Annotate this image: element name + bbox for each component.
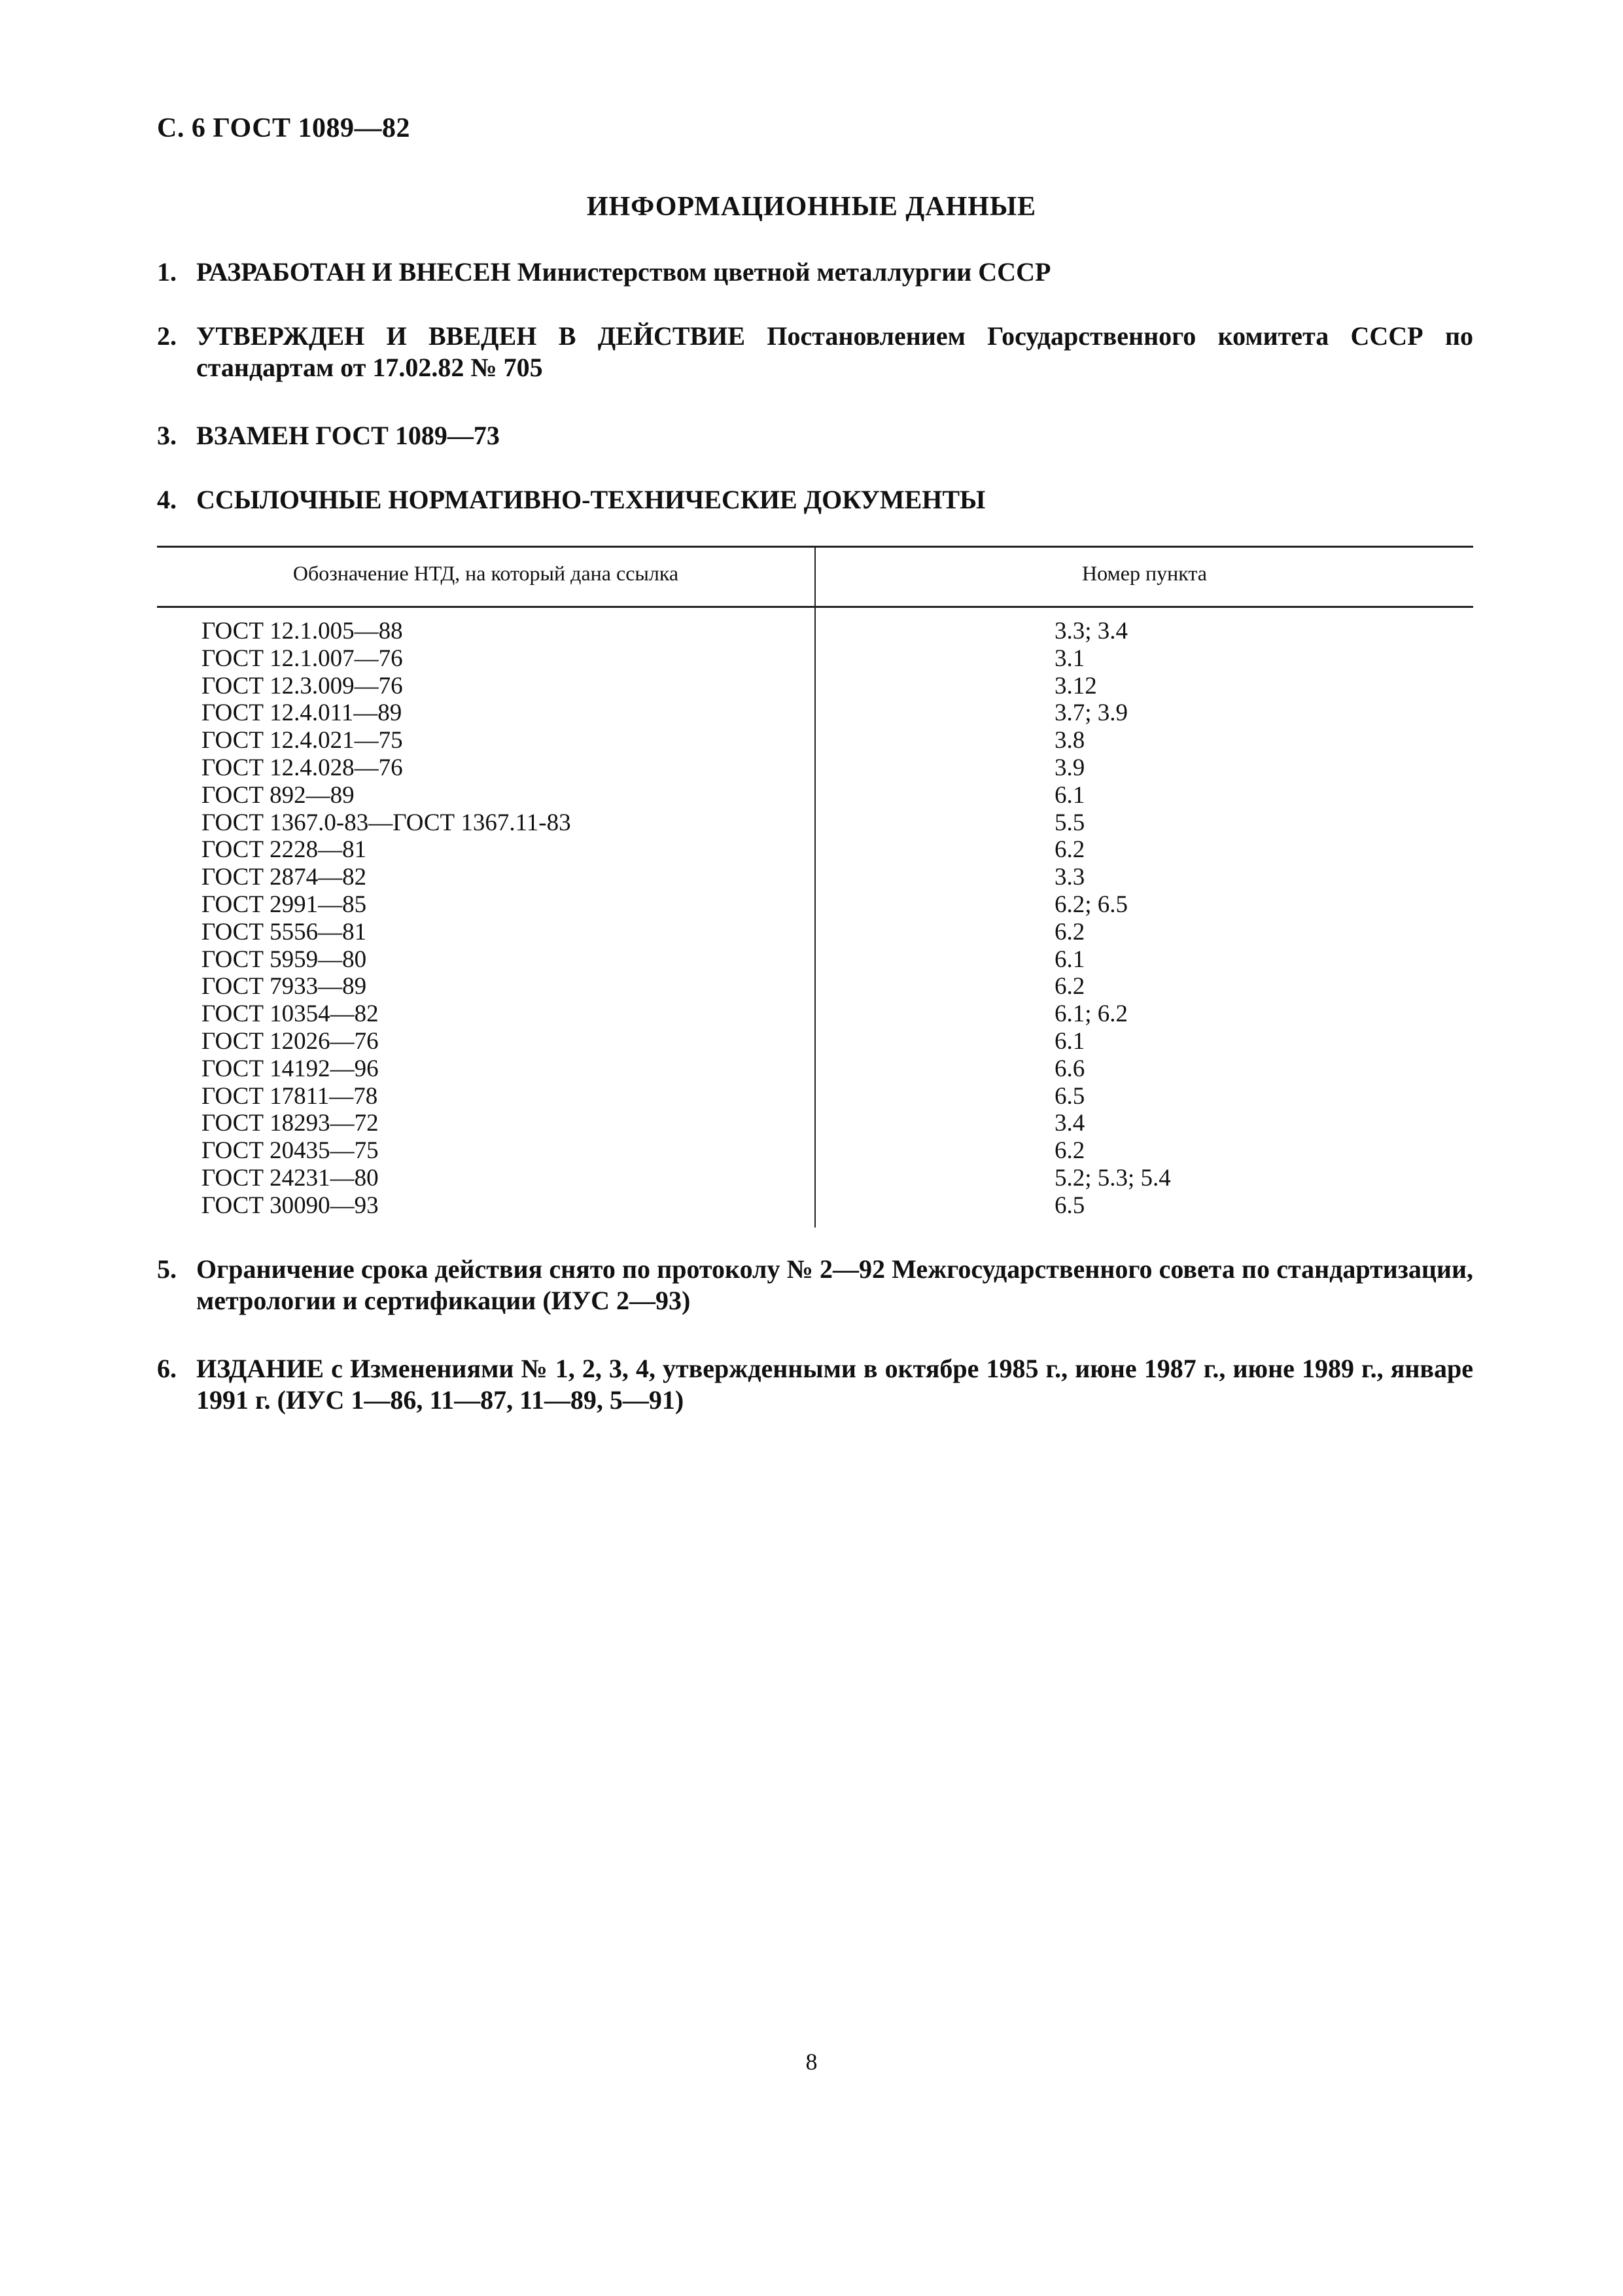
table-row [157, 754, 1473, 782]
table-cell-designation: ГОСТ 12.4.021—75 [201, 727, 403, 754]
item-text: ССЫЛОЧНЫЕ НОРМАТИВНО-ТЕХНИЧЕСКИЕ ДОКУМЕНТЫ [196, 485, 986, 514]
table-row [157, 1137, 1473, 1165]
item-number: 2. [157, 321, 177, 351]
table-row [157, 891, 1473, 919]
info-item-4 [157, 484, 1473, 516]
info-item-6 [157, 1353, 1473, 1416]
item-text: УТВЕРЖДЕН И ВВЕДЕН В ДЕЙСТВИЕ Постановлением Государственного комитета СССР по стандартам от 17.02.82 № 705 [196, 321, 1473, 382]
references-table [157, 546, 1473, 1227]
table-row [157, 1028, 1473, 1055]
table-cell-clause: 3.7; 3.9 [1055, 699, 1128, 727]
item-number: 1. [157, 257, 177, 287]
item-number: 6. [157, 1354, 177, 1383]
item-number: 5. [157, 1254, 177, 1284]
table-header-designation: Обозначение НТД, на который дана ссылка [292, 561, 679, 585]
item-text: РАЗРАБОТАН И ВНЕСЕН Министерством цветной металлургии СССР [196, 257, 1051, 287]
table-row [157, 836, 1473, 864]
table-cell-clause: 6.1 [1055, 781, 1085, 809]
table-cell-designation: ГОСТ 14192—96 [201, 1055, 379, 1082]
table-cell-clause: 6.6 [1055, 1055, 1085, 1082]
table-row [157, 699, 1473, 727]
table-cell-clause: 3.12 [1055, 672, 1097, 699]
table-cell-clause: 3.8 [1055, 727, 1085, 754]
table-row [157, 1083, 1473, 1110]
table-cell-clause: 6.2 [1055, 836, 1085, 864]
table-cell-designation: ГОСТ 5556—81 [201, 918, 367, 945]
table-cell-designation: ГОСТ 5959—80 [201, 945, 367, 973]
table-cell-clause: 3.1 [1055, 645, 1085, 672]
info-item-2 [157, 321, 1473, 383]
table-cell-designation: ГОСТ 10354—82 [201, 1000, 379, 1028]
table-cell-designation: ГОСТ 12.3.009—76 [201, 672, 403, 699]
table-cell-designation: ГОСТ 20435—75 [201, 1137, 379, 1165]
page-number: 8 [805, 2049, 818, 2075]
table-cell-clause: 3.3 [1055, 864, 1085, 891]
info-item-5 [157, 1254, 1473, 1316]
item-number: 3. [157, 421, 177, 450]
table-body [157, 618, 1473, 1220]
table-cell-clause: 3.3; 3.4 [1055, 618, 1128, 645]
table-cell-clause: 6.2; 6.5 [1055, 891, 1128, 918]
table-cell-clause: 3.4 [1055, 1110, 1085, 1137]
table-row [157, 973, 1473, 1000]
table-cell-clause: 6.5 [1055, 1082, 1085, 1110]
table-cell-designation: ГОСТ 12.1.005—88 [201, 618, 403, 645]
table-row [157, 1110, 1473, 1137]
table-cell-designation: ГОСТ 2874—82 [201, 864, 367, 891]
document-title: ИНФОРМАЦИОННЫЕ ДАННЫЕ [586, 192, 1037, 222]
table-cell-designation: ГОСТ 892—89 [201, 781, 355, 809]
table-row [157, 919, 1473, 946]
table-row [157, 645, 1473, 673]
item-text: ИЗДАНИЕ с Изменениями № 1, 2, 3, 4, утвержденными в октябре 1985 г., июне 1987 г., июне 1989 г., январе 1991 г. (ИУС 1—86, 11—87, 11—89, 5—91) [196, 1354, 1473, 1415]
table-header-clause: Номер пункта [1082, 561, 1207, 585]
table-row [157, 1055, 1473, 1083]
table-row [157, 864, 1473, 891]
table-row [157, 809, 1473, 837]
table-cell-clause: 6.1 [1055, 1027, 1085, 1055]
table-row [157, 946, 1473, 974]
table-cell-clause: 5.2; 5.3; 5.4 [1055, 1164, 1171, 1192]
table-row [157, 1000, 1473, 1028]
item-number: 4. [157, 485, 177, 514]
table-row [157, 618, 1473, 645]
table-cell-clause: 3.9 [1055, 754, 1085, 781]
table-cell-clause: 6.2 [1055, 1137, 1085, 1165]
item-text: ВЗАМЕН ГОСТ 1089—73 [196, 421, 500, 450]
table-cell-designation: ГОСТ 12.4.011—89 [201, 699, 402, 727]
table-cell-designation: ГОСТ 30090—93 [201, 1192, 379, 1219]
info-item-3 [157, 420, 1473, 451]
table-cell-clause: 6.2 [1055, 918, 1085, 945]
table-row [157, 782, 1473, 809]
table-cell-designation: ГОСТ 7933—89 [201, 973, 367, 1000]
table-cell-designation: ГОСТ 12.4.028—76 [201, 754, 403, 781]
table-row [157, 1165, 1473, 1192]
page-header: С. 6 ГОСТ 1089—82 [157, 113, 411, 143]
table-cell-clause: 6.5 [1055, 1192, 1085, 1219]
table-cell-designation: ГОСТ 12.1.007—76 [201, 645, 403, 672]
table-cell-designation: ГОСТ 2228—81 [201, 836, 367, 864]
item-text: Ограничение срока действия снято по протоколу № 2—92 Межгосударственного совета по стандартизации, метрологии и сертификации (ИУС 2—93) [196, 1254, 1473, 1315]
table-cell-clause: 6.1 [1055, 945, 1085, 973]
table-row [157, 673, 1473, 700]
table-cell-designation: ГОСТ 24231—80 [201, 1164, 379, 1192]
table-cell-designation: ГОСТ 18293—72 [201, 1110, 379, 1137]
info-item-1 [157, 256, 1473, 288]
table-row [157, 1192, 1473, 1220]
table-row [157, 727, 1473, 754]
table-cell-designation: ГОСТ 2991—85 [201, 891, 367, 918]
table-cell-designation: ГОСТ 1367.0-83—ГОСТ 1367.11-83 [201, 809, 571, 836]
table-cell-clause: 5.5 [1055, 809, 1085, 836]
table-cell-clause: 6.2 [1055, 973, 1085, 1000]
table-cell-designation: ГОСТ 17811—78 [201, 1082, 378, 1110]
table-cell-designation: ГОСТ 12026—76 [201, 1027, 379, 1055]
table-cell-clause: 6.1; 6.2 [1055, 1000, 1128, 1028]
